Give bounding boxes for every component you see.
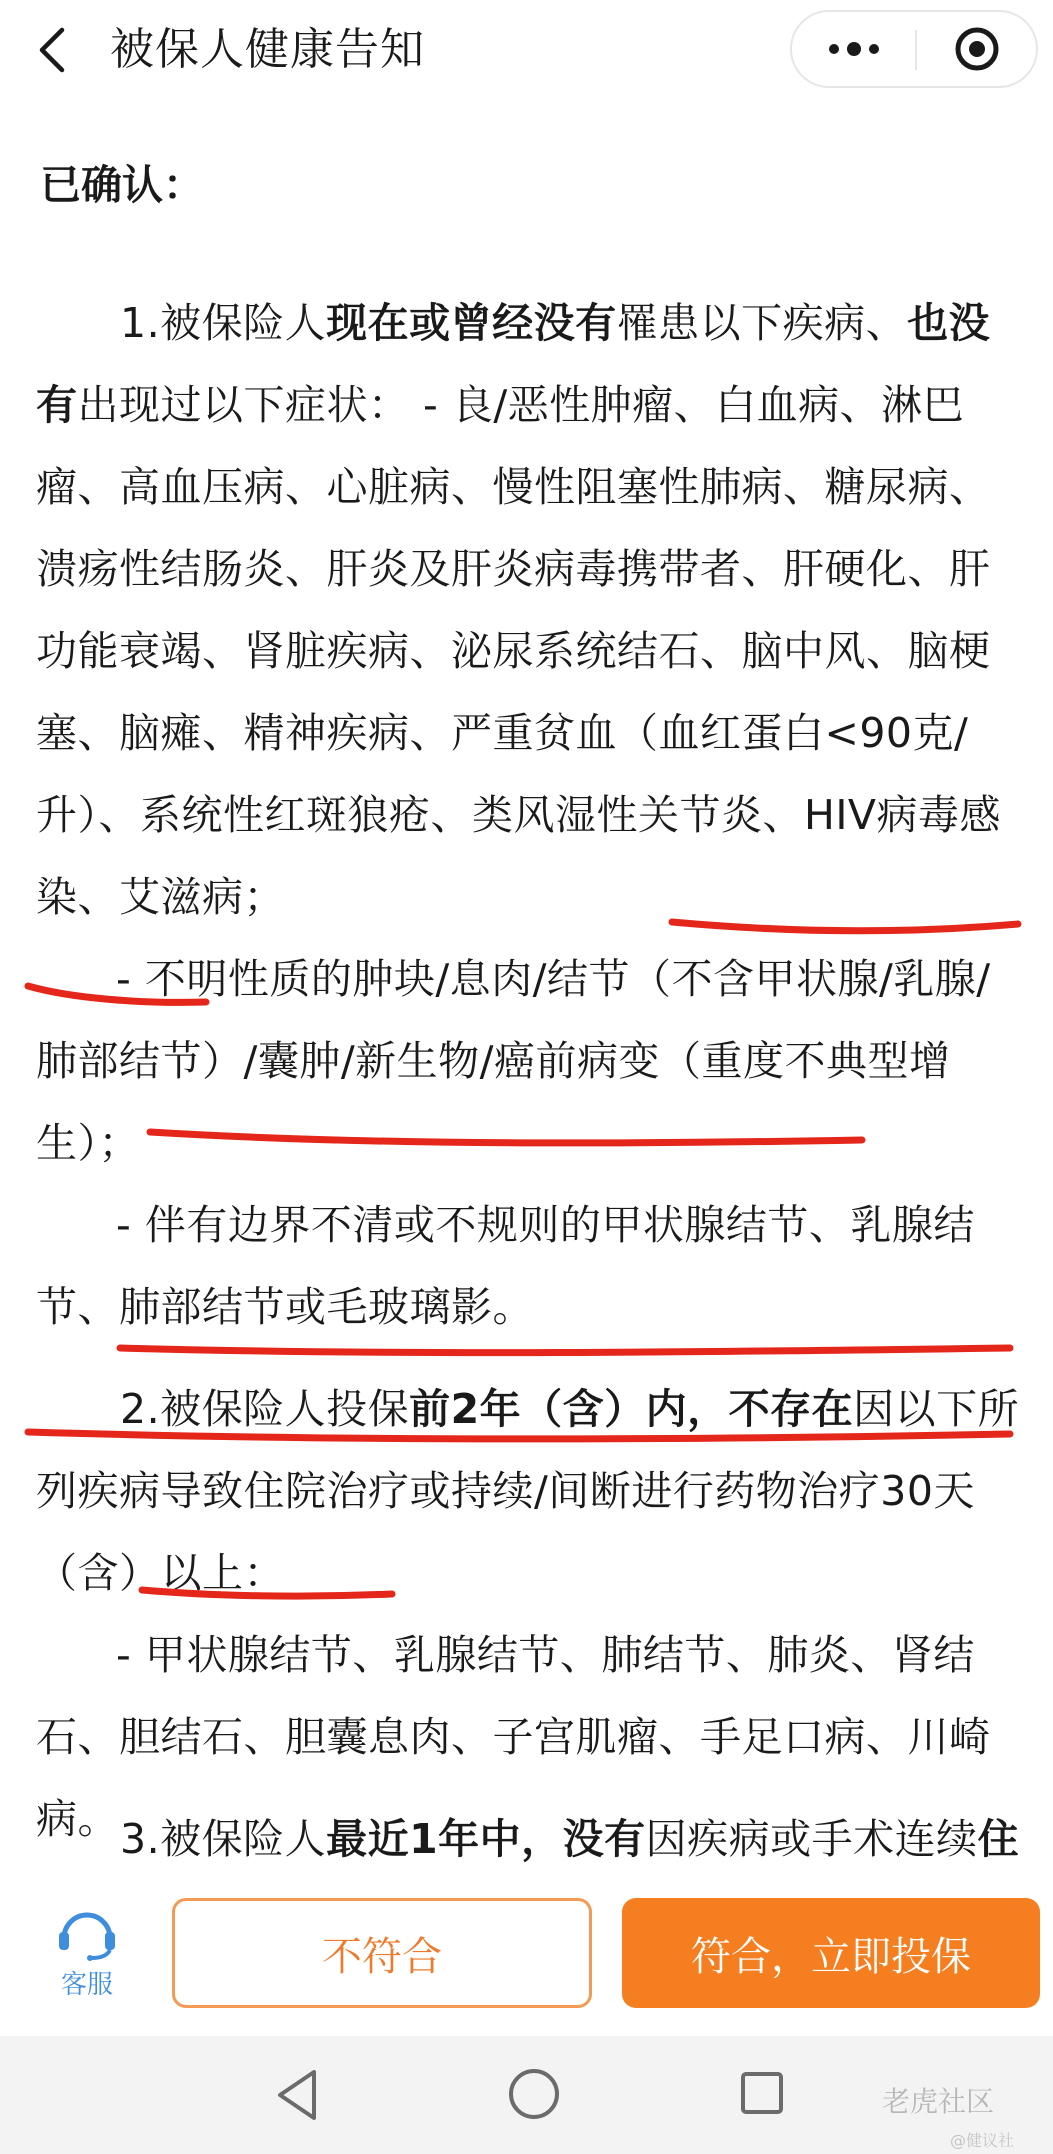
more-dots-icon (824, 39, 884, 59)
back-button[interactable] (28, 20, 84, 80)
notice-item-1: 1.被保险人现在或曾经没有罹患以下疾病、也没有出现过以下症状： - 良/恶性肿瘤、白血病、淋巴瘤、高血压病、心脏病、慢性阻塞性肺病、糖尿病、溃疡性结肠炎、肝炎及肝炎病毒携带者、肝硬化、肝功能衰竭、肾脏疾病、泌尿系统结石、脑中风、脑梗塞、脑瘫、精神疾病、严重贫血（血红蛋白<90克/升）、系统性红斑狼疮、类风湿性关节炎、HIV病毒感染、艾滋病； (36, 299, 1001, 921)
notice-item-2-sub-1: - 甲状腺结节、乳腺结节、肺结节、肺炎、肾结石、胆结石、胆囊息肉、子宫肌瘤、手足口病、川崎病。 (36, 1631, 991, 1843)
system-nav-bar (0, 2036, 1053, 2154)
confirmed-heading: 已确认： (40, 161, 204, 209)
not-eligible-button[interactable]: 不符合 (172, 1898, 592, 2008)
eligible-insure-now-button[interactable]: 符合，立即投保 (622, 1898, 1040, 2008)
more-button[interactable] (792, 12, 915, 86)
nav-recent-square-icon (738, 2069, 786, 2117)
action-bar (0, 1888, 1053, 2024)
mini-program-capsule (790, 10, 1038, 88)
nav-back-triangle-icon (272, 2066, 322, 2124)
close-button[interactable] (917, 12, 1036, 86)
nav-recent-button[interactable] (738, 2069, 786, 2117)
top-bar (0, 0, 1053, 100)
health-notice-content[interactable] (0, 100, 1053, 1888)
customer-service-button[interactable] (44, 1900, 130, 2010)
chevron-left-icon (28, 20, 84, 80)
headset-icon (44, 1900, 130, 1962)
page-title: 被保人健康告知 (110, 24, 425, 75)
nav-home-button[interactable] (506, 2066, 562, 2122)
notice-item-1-sub-2: - 伴有边界不清或不规则的甲状腺结节、乳腺结节、肺部结节或毛玻璃影。 (36, 1201, 975, 1331)
notice-item-3: 3.被保险人最近1年中，没有因疾病或手术连续住 (120, 1815, 1020, 1863)
customer-service-label: 客服 (60, 1970, 113, 2000)
target-close-icon (952, 24, 1002, 74)
nav-home-circle-icon (506, 2066, 562, 2122)
nav-back-button[interactable] (272, 2066, 322, 2124)
watermark-sub: @健议社 (950, 2131, 1015, 2150)
watermark: 老虎社区 (882, 2085, 995, 2118)
notice-item-2: 2.被保险人投保前2年（含）内，不存在因以下所列疾病导致住院治疗或持续/间断进行药物治疗30天（含）以上： (36, 1385, 1020, 1597)
notice-item-1-sub-1: - 不明性质的肿块/息肉/结节（不含甲状腺/乳腺/肺部结节）/囊肿/新生物/癌前病变（重度不典型增生）； (36, 955, 991, 1167)
